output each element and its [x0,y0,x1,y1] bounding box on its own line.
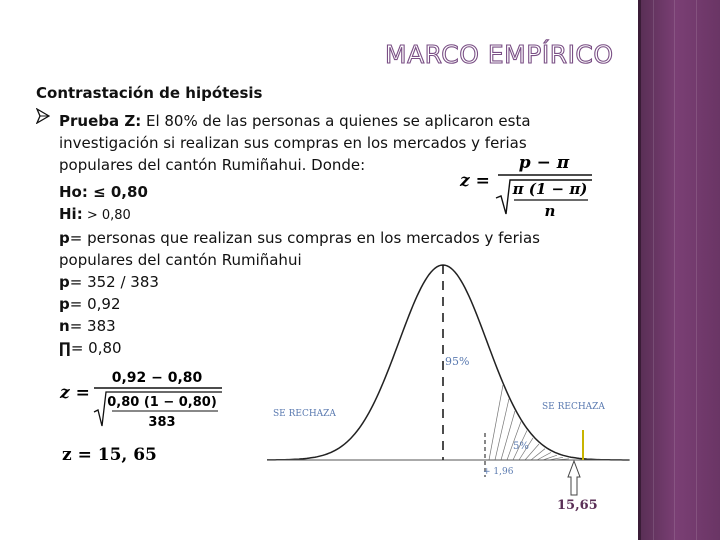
text-line: Hi: > 0,80 [59,205,131,223]
formula-numerator: p − π [518,153,570,173]
z-formula-general [458,148,608,220]
text-line: Ho: ≤ 0,80 [59,183,148,201]
formula-lhs: z = [60,383,90,403]
slide-title: MARCO EMPÍRICO [385,40,614,69]
text-line: p= personas que realizan sus compras en los mercados y ferias [59,229,540,247]
formula-denominator-bottom: 383 [148,415,176,430]
critical-value-label: + 1,96 [483,467,514,477]
formula-lhs: z = [460,171,490,191]
rejection-tail-hatch [489,385,569,460]
text-line: populares del cantón Rumiñahui. Donde: [59,156,366,174]
decorative-side-band [641,0,720,540]
formula-numerator: 0,92 − 0,80 [111,370,203,386]
formula-denominator-bottom: n [544,202,556,220]
formula-denominator-top: 0,80 (1 − 0,80) [107,395,217,410]
result-text: z = 15, 65 [62,445,157,465]
center-area-label: 95% [445,355,470,368]
text-line: p= 0,92 [59,295,121,313]
text-line: Prueba Z: El 80% de las personas a quienes se aplicaron esta [59,112,531,130]
arrow-bullet-icon [36,108,50,124]
text-line: populares del cantón Rumiñahui [59,251,302,269]
text-line: investigación si realizan sus compras en los mercados y ferias [59,134,527,152]
reject-left-label: SE RECHAZA [273,409,336,419]
text-line: ∏= 0,80 [59,339,122,357]
side-band-edge [638,0,641,540]
z-value-label: 15,65 [557,498,598,513]
section-subtitle: Contrastación de hipótesis [36,84,263,102]
z-result [60,442,170,466]
tail-area-label: 5% [513,441,529,452]
up-arrow-icon [568,461,580,495]
formula-denominator-top: π (1 − π) [512,180,588,198]
normal-distribution-chart [255,255,635,520]
z-formula-applied [58,364,238,432]
text-line: p= 352 / 383 [59,273,159,291]
text-line: n= 383 [59,317,116,335]
reject-right-label: SE RECHAZA [542,402,605,412]
